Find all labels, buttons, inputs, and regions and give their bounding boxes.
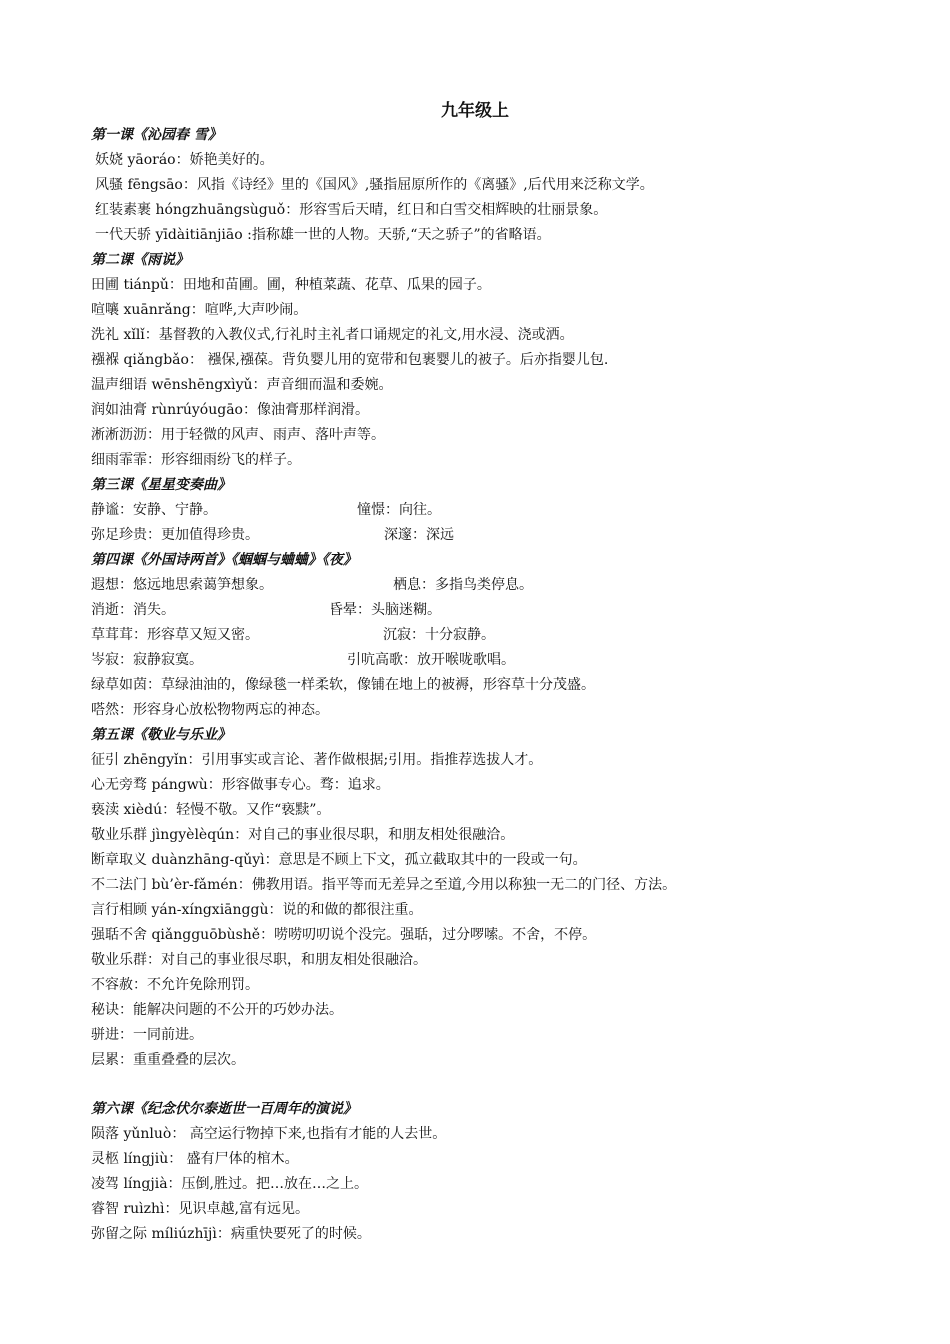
vocab-entry: 秘诀：能解决问题的不公开的巧妙办法。 [91,1002,343,1018]
vocab-entry: 灵柩 língjiù： 盛有尸体的棺木。 [91,1151,299,1167]
vocab-pair-row [91,523,891,548]
vocab-entry-left: 草茸茸：形容草又短又密。 [91,627,259,643]
vocab-entry: 洗礼 xǐlǐ：基督教的入教仪式,行礼时主礼者口诵规定的礼文,用水浸、浇或洒。 [91,327,574,343]
lesson-heading: 第三课《星星变奏曲》 [91,477,231,493]
vocab-entry: 红装素裹 hóngzhuāngsùguǒ：形容雪后天晴，红日和白雪交相辉映的壮丽景象。 [95,202,608,218]
vocab-entry: 凌驾 língjià：压倒,胜过。把…放在…之上。 [91,1176,368,1192]
vocab-entry-right: 深邃：深远 [384,527,454,543]
vocab-entry: 征引 zhēngyǐn：引用事实或言论、著作做根据;引用。指推荐选拔人才。 [91,752,543,768]
vocab-pair-row [91,498,891,523]
vocab-entry: 弥留之际 míliúzhījì：病重快要死了的时候。 [91,1226,371,1242]
vocab-entry-right: 引吭高歌：放开喉咙歌唱。 [347,652,515,668]
vocab-entry: 敬业乐群 jìngyèlèqún：对自己的事业很尽职，和朋友相处很融洽。 [91,827,515,843]
vocab-entry: 言行相顾 yán-xíngxiānggù：说的和做的都很注重。 [91,902,423,918]
vocab-entry: 襁褓 qiǎngbǎo： 襁保,襁葆。背负婴儿用的宽带和包裹婴儿的被子。后亦指婴儿包. [91,352,609,368]
vocab-entry-right: 栖息：多指鸟类停息。 [393,577,533,593]
vocab-entry: 强聒不舍 qiǎngguōbùshě：唠唠叨叨说个没完。强聒，过分啰嗦。不舍，不停。 [91,927,597,943]
vocab-entry: 层累：重重叠叠的层次。 [91,1052,245,1068]
vocab-entry: 妖娆 yāoráo：娇艳美好的。 [95,152,274,168]
lesson-heading: 第一课《沁园春 雪》 [91,127,222,143]
vocab-entry: 润如油膏 rùnrúyóugāo：像油膏那样润滑。 [91,402,369,418]
blank-line [91,1073,891,1097]
lesson-heading: 第五课《敬业与乐业》 [91,727,231,743]
vocab-pair-row [91,573,891,598]
vocab-entry-left: 遐想：悠远地思索蔼笋想象。 [91,577,273,593]
vocab-entry: 陨落 yǔnluò： 高空运行物掉下来,也指有才能的人去世。 [91,1126,447,1142]
vocab-entry: 淅淅沥沥：用于轻微的风声、雨声、落叶声等。 [91,427,385,443]
vocab-entry: 骈进：一同前进。 [91,1027,203,1043]
vocab-entry: 一代天骄 yīdàitiānjiāo :指称雄一世的人物。天骄,“天之骄子”的省略语。 [95,227,551,243]
lesson-heading: 第六课《纪念伏尔泰逝世一百周年的演说》 [91,1101,357,1117]
document-content [91,123,891,1247]
vocab-entry: 心无旁骛 pángwù：形容做事专心。骛：追求。 [91,777,390,793]
vocab-entry: 细雨霏霏：形容细雨纷飞的样子。 [91,452,301,468]
vocab-entry: 温声细语 wēnshēngxìyǔ：声音细而温和委婉。 [91,377,393,393]
vocab-pair-row [91,623,891,648]
vocab-entry-left: 消逝：消失。 [91,602,175,618]
vocab-entry: 喧嚷 xuānrǎng：喧哗,大声吵闹。 [91,302,308,318]
vocab-entry-left: 弥足珍贵：更加值得珍贵。 [91,527,259,543]
vocab-entry: 断章取义 duànzhāng-qǔyì：意思是不顾上下文，孤立截取其中的一段或一句。 [91,852,587,868]
vocab-pair-row [91,598,891,623]
vocab-entry: 风骚 fēngsāo：风指《诗经》里的《国风》,骚指屈原所作的《离骚》,后代用来泛称文学。 [95,177,654,193]
vocab-entry-left: 静谧：安静、宁静。 [91,502,217,518]
vocab-entry: 敬业乐群：对自己的事业很尽职，和朋友相处很融洽。 [91,952,427,968]
vocab-entry: 不容赦：不允许免除刑罚。 [91,977,259,993]
lesson-heading: 第四课《外国诗两首》《蝈蝈与蛐蛐》《夜》 [91,552,357,568]
vocab-entry-right: 昏晕：头脑迷糊。 [329,602,441,618]
document-title: 九年级上 [441,101,509,121]
vocab-entry-right: 沉寂：十分寂静。 [383,627,495,643]
vocab-entry: 田圃 tiánpǔ：田地和苗圃。圃，种植菜蔬、花草、瓜果的园子。 [91,277,491,293]
vocab-entry: 亵渎 xièdú：轻慢不敬。又作“亵黩”。 [91,802,331,818]
lesson-heading: 第二课《雨说》 [91,252,189,268]
vocab-entry: 睿智 ruìzhì：见识卓越,富有远见。 [91,1201,309,1217]
vocab-entry: 绿草如茵：草绿油油的，像绿毯一样柔软，像铺在地上的被褥，形容草十分茂盛。 [91,677,595,693]
vocab-pair-row [91,648,891,673]
vocab-entry: 不二法门 bù’èr-fǎmén：佛教用语。指平等而无差异之至道,今用以称独一无二的门径、方法。 [91,877,677,893]
vocab-entry: 嗒然：形容身心放松物物两忘的神态。 [91,702,329,718]
vocab-entry-left: 岑寂：寂静寂寞。 [91,652,203,668]
vocab-entry-right: 憧憬：向往。 [357,502,441,518]
